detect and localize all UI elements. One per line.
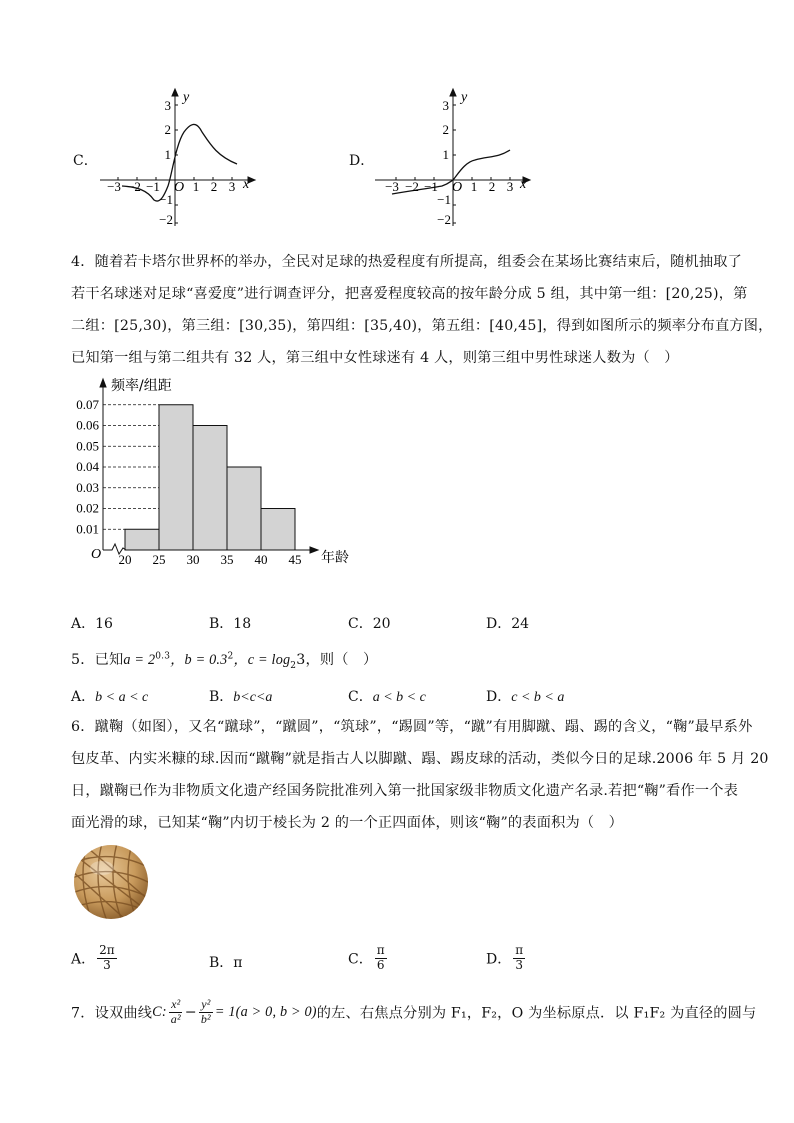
q6-option-c[interactable]: C． $\frac{\pi}{6}$ — [348, 943, 385, 972]
histogram-x-tick-label: 20 — [118, 552, 132, 567]
histogram-y-tick-label: 0.06 — [76, 417, 99, 433]
graph-c-xtick: 2 — [210, 179, 218, 194]
histogram-y-tick-label: 0.07 — [76, 396, 99, 412]
histogram-bar — [125, 529, 159, 550]
graph-d-ytick: 2 — [442, 122, 449, 137]
graph-c-xtick: −1 — [146, 179, 160, 194]
graph-c-ytick: 1 — [164, 147, 171, 162]
graph-d-xtick: 3 — [506, 179, 514, 194]
graph-c-xtick: 3 — [228, 179, 236, 194]
graph-c-origin: O — [174, 180, 185, 195]
q6-text-line1: 6．蹴鞠（如图），又名“蹴球”，“蹴圆”，“筑球”，“踢圆”等，“蹴”有用脚蹴、蹋、踢的含义，“鞠”最早系外 — [71, 719, 753, 735]
q7-text: 7．设双曲线C: $\frac{\text{x²}}{\text{a²}}$ − $\frac{\text{y²}}{\text{b²}}$ = 1(a > 0, b > 0)的左、右焦点分别为 F₁，F₂，O 为坐标原点．以 F₁F₂ 为直径的圆与 — [71, 997, 757, 1026]
q4-option-d[interactable]: D．24 — [486, 616, 530, 632]
graph-c-xtick: −2 — [127, 179, 141, 194]
q5-option-d[interactable]: D．c < b < a — [486, 689, 565, 705]
histogram-x-tick-label: 25 — [152, 552, 166, 567]
histogram-bar — [227, 467, 261, 550]
frequency-histogram — [70, 372, 370, 572]
graph-c-ytick: 3 — [164, 98, 171, 113]
histogram-bar — [261, 509, 295, 551]
graph-c-x-label: x — [243, 177, 250, 192]
graph-c — [92, 86, 262, 231]
option-d-label: D． — [349, 153, 375, 169]
q5-option-c[interactable]: C．a < b < c — [348, 689, 426, 705]
histogram-bar — [159, 405, 193, 550]
graph-d-y-label: y — [461, 90, 468, 105]
histogram-x-tick-label: 35 — [220, 552, 234, 567]
q6-option-b[interactable]: B．π — [209, 955, 243, 971]
q6-text-line3: 日，蹴鞠已作为非物质文化遗产经国务院批准列入第一批国家级非物质文化遗产名录.若把“鞠”看作一个表 — [71, 783, 739, 799]
cuju-ball-image — [72, 843, 150, 921]
q6-text-line4: 面光滑的球，已知某“鞠”内切于棱长为 2 的一个正四面体，则该“鞠”的表面积为（ ） — [71, 815, 624, 831]
q4-text-line4: 已知第一组与第二组共有 32 人，第三组中女性球迷有 4 人，则第三组中男性球迷人数为（ ） — [71, 350, 679, 366]
histogram-y-tick-label: 0.04 — [76, 459, 99, 474]
q6-text-line2: 包皮革、内实米糠的球.因而“蹴鞠”就是指古人以脚蹴、蹋、踢皮球的活动，类似今日的足球.2006 年 5 月 20 — [71, 751, 769, 767]
histogram-x-tick-label: 40 — [254, 552, 268, 567]
q6-option-a[interactable]: A． $\frac{2\pi}{3}$ — [71, 943, 115, 972]
histogram-y-tick-label: 0.01 — [76, 521, 99, 537]
graph-d-ytick: −2 — [437, 212, 451, 227]
histogram-y-tick-label: 0.05 — [76, 438, 99, 454]
q4-text-line3: 二组：[25,30)，第三组：[30,35)，第四组：[35,40)，第五组：[40,45]，得到如图所示的频率分布直方图， — [71, 318, 773, 334]
q4-text-line1: 4．随着若卡塔尔世界杯的举办，全民对足球的热爱程度有所提高，组委会在某场比赛结束后，随机抽取了 — [71, 254, 743, 270]
q5-text: 5．已知$a = 2^{0.3}$，$b = 0.3^2$，$c = \log_23$，则（ ） — [71, 651, 378, 671]
graph-d-ytick: 1 — [442, 147, 449, 162]
graph-d-xtick: 1 — [470, 179, 478, 194]
graph-d-xtick: −1 — [424, 179, 438, 194]
histogram-origin: O — [91, 547, 102, 562]
q4-option-a[interactable]: A．16 — [71, 616, 113, 632]
graph-c-y-label: y — [183, 90, 190, 105]
graph-c-ytick: 2 — [164, 122, 171, 137]
histogram-y-tick-label: 0.03 — [76, 479, 99, 495]
graph-c-xtick: 1 — [192, 179, 200, 194]
q4-option-c[interactable]: C．20 — [348, 616, 391, 632]
q5-option-a[interactable]: A．b < a < c — [71, 689, 149, 705]
graph-d-xtick: 2 — [488, 179, 496, 194]
graph-d-xtick: −3 — [385, 179, 399, 194]
q4-option-b[interactable]: B．18 — [209, 616, 252, 632]
graph-c-ytick: −1 — [159, 192, 173, 207]
q5-option-b[interactable]: B．b<c<a — [209, 689, 273, 705]
graph-d-ytick: −1 — [437, 192, 451, 207]
option-c-label: C． — [73, 153, 98, 169]
histogram-y-tick-label: 0.02 — [76, 500, 99, 516]
graph-d-ytick: 3 — [442, 98, 449, 113]
graph-d-x-label: x — [520, 177, 527, 192]
histogram-x-label: 年龄 — [321, 550, 349, 566]
graph-d-origin: O — [452, 180, 463, 195]
q4-text-line2: 若干名球迷对足球“喜爱度”进行调查评分，把喜爱程度较高的按年龄分成 5 组，其中第一组：[20,25)，第 — [71, 286, 748, 302]
graph-c-ytick: −2 — [159, 212, 173, 227]
graph-d-xtick: −2 — [405, 179, 419, 194]
q6-option-d[interactable]: D． $\frac{\pi}{3}$ — [486, 943, 524, 972]
graph-d — [370, 86, 540, 231]
histogram-bar — [193, 426, 227, 551]
histogram-y-label: 频率/组距 — [111, 378, 172, 394]
histogram-x-tick-label: 30 — [186, 552, 200, 567]
histogram-x-tick-label: 45 — [288, 552, 302, 567]
graph-c-xtick: −3 — [107, 179, 121, 194]
